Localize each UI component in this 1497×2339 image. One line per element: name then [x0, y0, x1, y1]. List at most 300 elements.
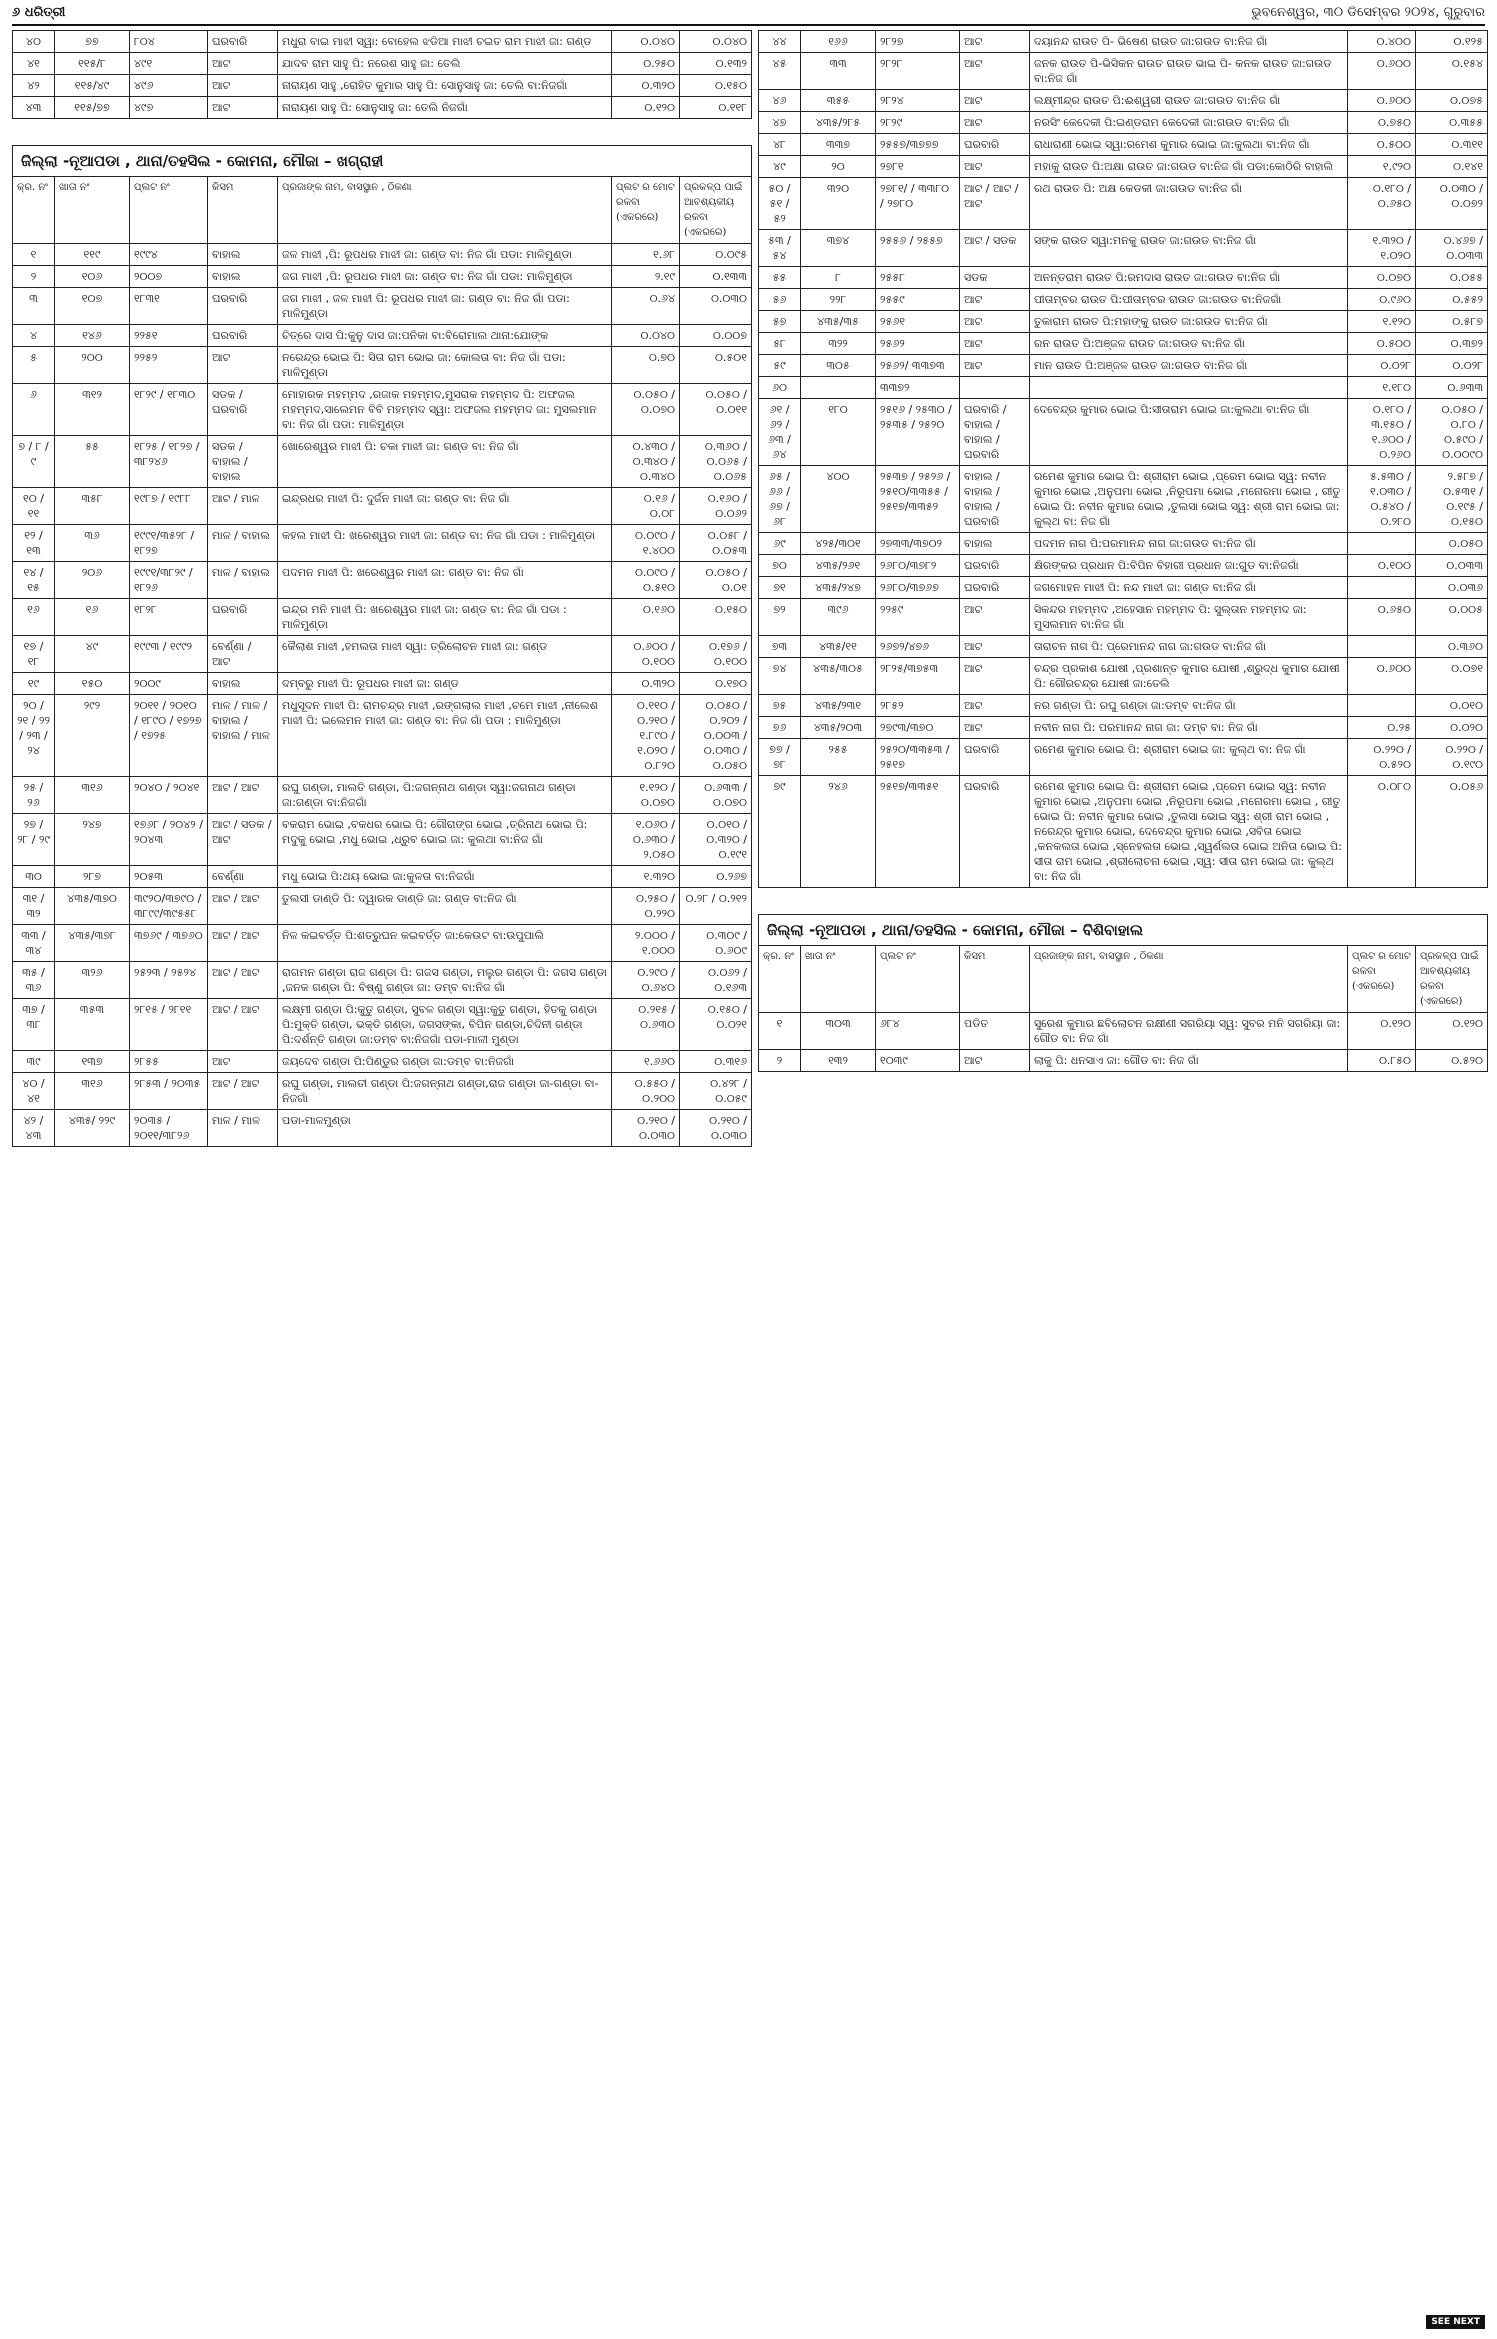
table-row [759, 695, 1488, 717]
table-cell: ୦.୫୨୦ [1416, 1050, 1488, 1072]
table-cell: ଆଟ / ଆଟ [208, 999, 278, 1051]
table-cell: ମଧୁ ଭୋଇ ପି:ଥୟ ଭୋଇ ଜା:କୁଳତା ବା:ନିଜଗାଁ [278, 866, 612, 888]
table-cell: ଆଟ [960, 53, 1030, 90]
table-cell: ମାଳ / ବାହାଲ [208, 562, 278, 599]
table-row [13, 999, 752, 1051]
table-cell: ୨୦୦ [55, 347, 130, 384]
table-cell: ୨୦୩୫ / ୨୦୧୧/୩୮୨୬ [130, 1110, 208, 1147]
table-cell: ୩୭୬୯ / ୩୭୬୦ [130, 925, 208, 962]
table-cell: ୩୯୬ [801, 599, 876, 636]
table-cell: ୧ [759, 1013, 801, 1050]
table-cell: ମଧୁସୂଦନ ମାଝୀ ପି: ରାମଚନ୍ଦ୍ର ମାଝୀ ,ରଙ୍ଗଲାଲ ମାଝୀ ,ଚମେ ମାଝୀ ,ନୀଲେଶ ମାଝୀ ପି: ଇଲେମନ ମାଝୀ ଜା: ଗଣ୍ଡ ବା: ନିଜ ଗାଁ ପଡା : ମାଳିମୁଣ୍ଡା [278, 695, 612, 777]
table-cell: ରମେଶ କୁମାର ଭୋଇ ପି: ଶ୍ରୀରାମ ଭୋଇ ଜା: କୁଲ୍ଥ ବା: ନିଜ ଗାଁ [1030, 739, 1348, 776]
table-cell: ୪୩୫/୩୦୫ [801, 658, 876, 695]
table-cell: ରମେଶ କୁମାର ଭୋଇ ପି: ଶ୍ରୀରାମ ଭୋଇ ,ପ୍ରେମ ଭୋଇ ସ୍ୱ: ନବୀନ କୁମାର ଭୋଇ ,ଅନୁପମା ଭୋଇ ,ନିରୂପମା ଭୋଇ ,ମନୋରମା ଭୋଇ , ରୀତୁ ଭୋଇ ପି: ନବୀନ କୁମାର ଭୋଇ ,ତୁଲସା ଭୋଇ ସ୍ୱ: ଶ୍ରୀ ରାମ ଭୋଇ , ନରେନ୍ଦ୍ର କୁମାର ଭୋଇ, ଦେବେନ୍ଦ୍ର କୁମାର ଭୋଇ ,ସବିତା ଭୋଇ ,କନକଲତା ଭୋଇ ,ସ୍ନେହଲତା ଭୋଇ ,ସ୍ୱର୍ଣଲତା ଭୋଇ ଅନିତା ଭୋଇ ପି: ସୀତା ରାମ ଭୋଇ ,ଶ୍ରୀଲୋଚନା ଭୋଇ ,ସ୍ୱ: ସୀତା ରାମ ଭୋଇ ଜା: କୁଲ୍ଥ ବା: ନିଜ ଗାଁ [1030, 776, 1348, 888]
table-cell: ୦.୨୨୦ / ୦.୫୨୦ [1348, 739, 1416, 776]
table-row [13, 244, 752, 266]
table-cell: ୨୪୭ [55, 814, 130, 866]
table-right [758, 30, 1488, 888]
table-cell: ପୀତାମ୍ବର ରାଉତ ପି:ପୀତାମ୍ବର ରାଉତ ଜା:ଗଉଡ ବା:ନିଜଗାଁ [1030, 289, 1348, 311]
table-row [13, 673, 752, 695]
table-row [759, 178, 1488, 230]
table-cell: ରମେଶ କୁମାର ଭୋଇ ପି: ଶ୍ରୀରାମ ଭୋଇ ,ପ୍ରେମ ଭୋଇ ସ୍ୱ: ନବୀନ କୁମାର ଭୋଇ ,ଅନୁପମା ଭୋଇ ,ନିରୂପମା ଭୋଇ ,ମନୋରମା ଭୋଇ , ରୀତୁ ଭୋଇ ପି: ନବୀନ କୁମାର ଭୋଇ ,ତୁଲସା ଭୋଇ ସ୍ୱ: ଶ୍ରୀ ରାମ ଭୋଇ ଜା: କୁଲ୍ଥ ବା: ନିଜ ଗାଁ [1030, 466, 1348, 533]
table-cell: ମୋହାରକ ମହମ୍ମଦ ,ରଜାକ ମହମ୍ମଦ,ମୁସରାକ ମହମ୍ମଦ ପି: ଅଫଜଲ ମହମ୍ମଦ,ସାଲେମନ ବିବି ମହମ୍ମଦ ସ୍ୱା: ଅଫଜଲ ମହମ୍ମଦ ଜା: ମୁସଲମାନ ବା: ନିଜ ଗାଁ ପଡା: ମାଳିମୁଣ୍ଡା [278, 384, 612, 436]
table-cell: ୦.୦୪୦ [612, 31, 680, 53]
table-cell: ୦.୦୩୦ / ୦.୦୭୨ [1416, 178, 1488, 230]
section-title: ଜିଲ୍ଲା -ନୂଆପଡା , ଥାନା/ତହସିଲ - କୋମନା, ମୌଜା – ବିଶିବାହାଲ [758, 914, 1488, 945]
table-cell: ୪୩ [13, 97, 55, 119]
table-cell: ୨.୦୦୦ / ୧.୦୦୦ [612, 925, 680, 962]
table-cell: ୦.୨୮ / ୦.୨୧୨ [680, 888, 752, 925]
table-cell: ୪୩୫/୩୫ [801, 311, 876, 333]
table-cell: ୧.୯୨୦ [1348, 156, 1416, 178]
table-cell: ୨୮୧୫ / ୨୮୧୧ [130, 999, 208, 1051]
table-cell: ୦.୩୨୦ [612, 75, 680, 97]
header-rule [12, 24, 1485, 26]
table-cell: ୭୨ [759, 599, 801, 636]
table-cell: ୨୫୫୮ [876, 267, 960, 289]
table-cell: ୨୨୫୧ [130, 325, 208, 347]
column-header: ପ୍ଲଟ ର ମୋଟ ରକବା (ଏକରରେ) [612, 177, 680, 244]
table-cell: ୦.୭୫୦ [1348, 112, 1416, 134]
table-cell: ରଘୁ ଗଣ୍ଡା, ମାଲତି ଗଣ୍ଡା, ପି:ଜଗନ୍ନାଥ ଗଣ୍ଡା ସ୍ୱା:ଜଗନାଥ ଗଣ୍ଡା ଜା:ଗଣ୍ଡା ବା:ନିଜଗାଁ [278, 777, 612, 814]
table-cell: ୫୮ [759, 333, 801, 355]
table-cell: ୩୫୫ [801, 90, 876, 112]
table-cell: ୪୩୫/୧୧ [801, 636, 876, 658]
table-cell: ୦.୦୩୩ [1416, 555, 1488, 577]
table-cell: ୦.୦୨୮ [1416, 355, 1488, 377]
table-cell: ୫୦ / ୫୧ / ୫୨ [759, 178, 801, 230]
table-cell: ଦେବେନ୍ଦ୍ର କୁମାର ଭୋଇ ପି:ସୀତାରାମ ଭୋଇ ଜା:କୁଲଥା ବା:ନିଜ ଗାଁ [1030, 399, 1348, 466]
table-cell: ନିଳ କଇବର୍ତ୍ତ ପି:ଶତ୍ରୁଘନ କଇବର୍ତ୍ତ ଜା:କେଉଟ ବା:ଉପୁପାଲି [278, 925, 612, 962]
table-cell: ୦.୧୨୦ [612, 97, 680, 119]
table-row [759, 156, 1488, 178]
table-row [13, 525, 752, 562]
table-cell: ୦.୦୫୦ / ୦.୮୦ / ୦.୫୯୦ / ୦.୦୦୯୦ [1416, 399, 1488, 466]
table-cell: ଦୟାନନ୍ଦ ରାଉତ ପି- ଭିଷେଣ ରାଉତ ଜା:ଗଉଡ ବା:ନିଜ ଗାଁ [1030, 31, 1348, 53]
table-cell: ୫.୫୩୦ / ୧.୦୩୦ / ୦.୫୪୦ / ୦.୨୮୦ [1348, 466, 1416, 533]
table-cell: ୦.୬୩୩ / ୦.୦୭୦ [680, 777, 752, 814]
table-cell: ୨୦୬ [55, 562, 130, 599]
table-cell: ୦.୧୫୦ / ୦.୦୨୧ [680, 999, 752, 1051]
table-row [13, 1110, 752, 1147]
table-cell: ୨୦୦୭ [130, 266, 208, 288]
table-cell: ୦.୧୬୦ / ୦.୦୬୨ [680, 488, 752, 525]
table-cell: ୪୩୫/୩୭୦ [55, 888, 130, 925]
table-cell: ୧.୧୮୦ [1348, 377, 1416, 399]
table-cell: ଚିତ୍ରେ ଦାସ ପି:କୁନୁ ଦାସ ଜା:ପନିକା ବା:ବିରୋମାଲ ଥାନା:ଯୋଙ୍କ [278, 325, 612, 347]
table-row [759, 134, 1488, 156]
table-cell: ୦.୩୧୬ [680, 1051, 752, 1073]
table-cell: ଖୋରେଶ୍ୱର ମାଝୀ ପି: ଚକା ମାଝୀ ଜା: ଗଣ୍ଡ ବା: ନିଜ ଗାଁ [278, 436, 612, 488]
table-row [759, 776, 1488, 888]
table-cell: ୦.୦୫୦ / ୦.୦୧ [680, 562, 752, 599]
table-cell: ବେର୍ଣ୍ଣା / ଆଟ [208, 636, 278, 673]
table-cell: ନବୀନ ନାଗ ପି: ପରମାନନ୍ଦ ନାଗ ଜା: ଡମ୍ବ ବା: ନିଜ ଗାଁ [1030, 717, 1348, 739]
table-cell: ୨୫୬୨ [876, 333, 960, 355]
table-cell: ୦.୫୫୦ / ୦.୨୦୦ [612, 1073, 680, 1110]
table-cell: ୩୨୦ [801, 178, 876, 230]
table-cell: ୦.୪୨୮ / ୦.୦୫୯ [680, 1073, 752, 1110]
table-cell: ୭୭ [55, 31, 130, 53]
table-cell: ୪୯୭ [130, 97, 208, 119]
table-cell: ୪୯ [55, 636, 130, 673]
table-row [759, 355, 1488, 377]
table-cell: ୬୯ [759, 533, 801, 555]
table-cell: ଆଟ [208, 347, 278, 384]
table-cell: ୪୦୦ [801, 466, 876, 533]
table-cell: ୦.୦୫୫ [1416, 267, 1488, 289]
table-cell: ୧୯୯୪ [130, 244, 208, 266]
table-row [13, 97, 752, 119]
table-cell: ଆଟ [208, 75, 278, 97]
table-cell: ଜୟଦେବ ଗଣ୍ଡା ପି:ପିଣ୍ଡୁର ଗଣ୍ଡା ଜା:ଡମ୍ବ ବା:ନିଜଗାଁ [278, 1051, 612, 1073]
table-cell: ୬୦ [759, 377, 801, 399]
table-cell: ୦.୬୦୦ / ୦.୧୦୦ [612, 636, 680, 673]
table-cell: ୮ [801, 267, 876, 289]
table-cell: ୩୨୨ [801, 333, 876, 355]
table-cell: ୨୨୮ [801, 289, 876, 311]
table-cell: ୧.୬୬୦ [612, 1051, 680, 1073]
table-cell: ୬୮୪ [876, 1013, 960, 1050]
table-cell: ତାରାଚନ ନାଗ ପି: ପ୍ରେମାନନ୍ଦ ନାଗ ଜା:ଗଉଡ ବା:ନିଜ ଗାଁ [1030, 636, 1348, 658]
table-cell: ଜନକ ରାଉତ ପି-ଭିସିକନ ରାଉତ ରାଉତ ଭାଇ ପି- କନକ ରାଉତ ଜା:ଗଉଡ ବା:ନିଜ ଗାଁ [1030, 53, 1348, 90]
table-row [13, 777, 752, 814]
column-header: କିସମ [960, 946, 1030, 1013]
table-cell: ଆଟ / ଆଟ [208, 888, 278, 925]
table-row [759, 311, 1488, 333]
table-cell: ୨୬୮୦/୩୭୮୨ [876, 555, 960, 577]
table-cell: ୨୫୩୭ / ୨୫୨୬ / ୨୫୧୦/୩୩୫୫ / ୨୫୧୭/୩୩୫୨ [876, 466, 960, 533]
table-cell: ୩୯ [13, 1051, 55, 1073]
column-header: ପ୍ଲଟ ନଂ [130, 177, 208, 244]
table-cell: ୦.୦୨୮ [1348, 355, 1416, 377]
table-cell: ୧୬ [55, 599, 130, 636]
table-cell: ୭୬ [759, 717, 801, 739]
table-cell: ୧୧୫/୮ [55, 53, 130, 75]
table-cell: ୫୯ [759, 355, 801, 377]
table-row [759, 1050, 1488, 1072]
table-cell: ୨୮୭ [55, 866, 130, 888]
table-cell: ୦.୧୫୦ [680, 599, 752, 636]
table-cell: ୦.୦୯୦ / ୧.୪୦୦ [612, 525, 680, 562]
table-cell: ୦.୨୧୦ / ୦.୦୩୦ [612, 1110, 680, 1147]
table-cell: ୩୩ / ୩୪ [13, 925, 55, 962]
table-cell: ୪୯୬ [130, 75, 208, 97]
table-cell: ଆଟ [960, 311, 1030, 333]
table-cell: ୨୮୫୫ [130, 1051, 208, 1073]
table-cell: ୭୪ [759, 658, 801, 695]
table-cell: ନରେନ୍ଦ୍ର ଭୋଇ ପି: ସିତା ରାମ ଭୋଇ ଜା: କୋଲତା ବା: ନିଜ ଗାଁ ପଡା: ମାଳିମୁଣ୍ଡା [278, 347, 612, 384]
table-cell: ୨୫୫ [801, 739, 876, 776]
table-cell: ମଧୁରା ବାଇ ମାଝୀ ସ୍ୱା: ବୋହେଲ ଝଡିଆ ମାଝୀ ଚଇତ ରାମ ମାଝୀ ଜା: ଗଣ୍ଡ [278, 31, 612, 53]
table-cell: ୨୨୫୯ [876, 599, 960, 636]
table-cell: ୦.୧୬୦ [612, 599, 680, 636]
table-cell: ଘରବାରି [208, 288, 278, 325]
table-cell: ୦.୦୫୬ [1416, 776, 1488, 888]
table-cell: ୧୯୯୧/୩୫୨୮ / ୧୮୨୭ [130, 525, 208, 562]
table-cell: ୪୨ [13, 75, 55, 97]
table-cell: ୪୬ [759, 90, 801, 112]
table-cell: ୩୦୫ [801, 355, 876, 377]
table-cell: ୪୮ [759, 134, 801, 156]
table-cell: ୨୫୧୬ / ୨୫୩୦ / ୨୫୩୫ / ୨୫୨୦ [876, 399, 960, 466]
table-cell: ୦.୦୨୦ [1416, 717, 1488, 739]
table-cell: ଜଗ ମାଝୀ , ଜଳ ମାଝୀ ପି: ରୂପଧର ମାଝୀ ଜା: ଗଣ୍ଡ ବା: ନିଜ ଗାଁ ପଡା: ମାଳିମୁଣ୍ଡା [278, 288, 612, 325]
table-cell [1348, 636, 1416, 658]
table-cell: ୩୫୩ [55, 999, 130, 1051]
table-row [13, 288, 752, 325]
table-cell: ୦.୦୧୦ [1416, 695, 1488, 717]
table-row [13, 962, 752, 999]
table-cell: ୪୪ [759, 31, 801, 53]
table-cell: ୨୬୭୨/୪୭୬ [876, 636, 960, 658]
table-cell: ଘରବାରି / ବାହାଲ / ବାହାଲ / ଘରବାରି [960, 399, 1030, 466]
table-row [759, 53, 1488, 90]
table-cell: ୨୭୮୧/ / ୩୩୮୦ / ୨୭୮୦ [876, 178, 960, 230]
table-cell: ୨୮୫୨ [876, 695, 960, 717]
table-cell: ୦.୨୫୦ / ୦.୨୨୦ [612, 888, 680, 925]
table-cell: ୨୪୬ [801, 776, 876, 888]
column-header: ପ୍ରଜାଙ୍କ ନାମ, ବାସସ୍ଥାନ , ଠିକଣା [278, 177, 612, 244]
table-cell: ରନ ରାଉତ ପି:ଅଞ୍ଜଳ ରାଉତ ଜା:ଗଉଡ ବା:ନିଜ ଗାଁ [1030, 333, 1348, 355]
table-row [13, 1051, 752, 1073]
table-cell: ସଙ୍କ ରାଉତ ସ୍ୱା:ମନକୁ ରାଉତ ଜା:ଗଉଡ ବା:ନିଜ ଗାଁ [1030, 230, 1348, 267]
table-cell: ୧.୩୨୦ [612, 866, 680, 888]
table-cell: ୦.୧୬ / ୦.୦୮ [612, 488, 680, 525]
table-cell: ୪୯ [759, 156, 801, 178]
table-cell: ୦.୩୬୦ [1416, 636, 1488, 658]
table-cell: ଯାଦବ ରାମ ସାହୁ ପି: ନରେଶ ସାହୁ ଜା: ତେଲି [278, 53, 612, 75]
table-cell: ଆଟ [960, 31, 1030, 53]
table-cell: ୩୩୭ [801, 134, 876, 156]
table-cell: ୨୮୫୩ / ୨୦୩୫ [130, 1073, 208, 1110]
table-row [759, 739, 1488, 776]
column-header: ପ୍ଲଟ ନଂ [876, 946, 960, 1013]
table-cell: ୨୮୨୯ [876, 112, 960, 134]
table-cell: ୧୦୩୯ [876, 1050, 960, 1072]
table-cell: ୧୫୦ [55, 673, 130, 695]
table-cell: ୨୫୫୭/୩୭୭୭ [876, 134, 960, 156]
table-cell: ୦.୧୨୦ [1416, 1013, 1488, 1050]
table-cell: ୦.୫୦୦ [1348, 333, 1416, 355]
table-cell: ଜଗମୋହନ ମାଝୀ ପି: ନନ୍ଦ ମାଝୀ ଜା: ଗଣ୍ଡ ବା:ନିଜ ଗାଁ [1030, 577, 1348, 599]
see-next-badge: SEE NEXT [1426, 2315, 1485, 2329]
table-cell: ଆଟ / ସଡକ [960, 230, 1030, 267]
table-cell: ବାହାଲ / ବାହାଲ / ବାହାଲ / ଘରବାରି [960, 466, 1030, 533]
table-row [13, 31, 752, 53]
section-title: ଜିଲ୍ଲା -ନୂଆପଡା , ଥାନା/ତହସିଲ - କୋମନା, ମୌଜା – ଖଗ୍ରାହୀ [12, 145, 752, 176]
table-cell: ୨୫ / ୨୬ [13, 777, 55, 814]
table-cell: ୭୫ [759, 695, 801, 717]
table-cell: ଆଟ / ଆଟ [208, 777, 278, 814]
table-cell: ବାହାଲ [960, 533, 1030, 555]
column-header: ପ୍ରକଳ୍ପ ପାଇଁ ଆବଶ୍ୟକୀୟ ରକବା (ଏକରରେ) [1416, 946, 1488, 1013]
table-row [759, 112, 1488, 134]
table-cell: ୧୪୬ [55, 325, 130, 347]
table-cell: କହଲ ମାଝୀ ପି: ଖରେଶ୍ୱର ମାଝୀ ଜା: ଗଣ୍ଡ ବା: ନିଜ ଗାଁ ପଡା : ମାଳିମୁଣ୍ଡା [278, 525, 612, 562]
table-cell: ୨୮୨୮ [876, 53, 960, 90]
table-row [13, 53, 752, 75]
table-row [759, 555, 1488, 577]
table-cell: ଇନ୍ଦ୍ର ମନି ମାଝୀ ପି: ଖରେଶ୍ୱର ମାଝୀ ଜା: ଗଣ୍ଡ ବା: ନିଜ ଗାଁ ପଡା : ମାଳିମୁଣ୍ଡା [278, 599, 612, 636]
table-cell: ୧୦୭ [55, 288, 130, 325]
table-row [759, 636, 1488, 658]
table-cell: ୦.୪୩୦ / ୦.୩୪୦ / ୦.୩୪୦ [612, 436, 680, 488]
table-cell: ୩୧୬ [55, 777, 130, 814]
table-cell: ୨୦୦୯ [130, 673, 208, 695]
table-cell: ୦.୩୨୦ [612, 673, 680, 695]
table-cell: ତୁକାରାମ ରାଉତ ପି:ମହାଙ୍କୁ ରାଉତ ଜା:ଗଉଡ ବା:ନିଜ ଗାଁ [1030, 311, 1348, 333]
table-cell: ୦.୪୦୦ [1348, 31, 1416, 53]
table-cell: ୧୭୬୮ / ୨୦୪୨ / ୨୦୪୩ [130, 814, 208, 866]
table-cell: ୩୯୨୦/୩୭୯୦ / ୩୮୯୯/୩୯୫୫୮ [130, 888, 208, 925]
column-header: ଖାତା ନଂ [55, 177, 130, 244]
table-row [759, 289, 1488, 311]
table-row [759, 399, 1488, 466]
table-cell: ୧୮୨୫ / ୧୮୨୭ / ୩୮୨୪୬ [130, 436, 208, 488]
table-cell: ଇନ୍ଦ୍ରଧର ମାଝୀ ପି: ଦୁର୍ଜନ ମାଝୀ ଜା: ଗଣ୍ଡ ବା: ନିଜ ଗାଁ [278, 488, 612, 525]
table-cell: ୩୧୬ [55, 1073, 130, 1110]
table-cell: ୫୩ / ୫୪ [759, 230, 801, 267]
table-cell: ୦.୯୬୦ [1348, 289, 1416, 311]
table-cell: ୦.୬୦୦ [1348, 90, 1416, 112]
table-cell: ୧୮୨୯ / ୧୮୩୦ [130, 384, 208, 436]
table-cell: ମାଳ / ମାଳ [208, 1110, 278, 1147]
table-cell: ଆଟ [208, 97, 278, 119]
table-cell: ୦.୧୩୩ [680, 266, 752, 288]
table-cell: ଆଟ [208, 1051, 278, 1073]
table-cell: ୨ [13, 266, 55, 288]
table-cell: ୧୧୫/୭୭ [55, 97, 130, 119]
table-cell: ଆଟ [960, 717, 1030, 739]
table-cell: ମାଳ / ମାଳ / ବାହାଲ / ବାହାଲ / ମାଳ [208, 695, 278, 777]
table-cell: ୦.୦୩୬ [1416, 577, 1488, 599]
table-cell: ୦.୧୪୧ [1416, 156, 1488, 178]
table-cell: ୮୦୪ [130, 31, 208, 53]
table-cell: ୨୫୨୦/୩୩୫୩ / ୨୫୧୭ [876, 739, 960, 776]
table-cell: ୩୨୬ [55, 962, 130, 999]
table-cell: ୪୭ [759, 112, 801, 134]
table-cell: ୦.୬୩୩ [1416, 377, 1488, 399]
table-cell: ଆଟ / ଆଟ [208, 962, 278, 999]
table-cell: ୫୫ [55, 436, 130, 488]
table-row [759, 466, 1488, 533]
table-cell: ୩୭ / ୩୮ [13, 999, 55, 1051]
column-header: ପ୍ରକଳ୍ପ ପାଇଁ ଆବଶ୍ୟକୀୟ ରକବା (ଏକରରେ) [680, 177, 752, 244]
table-row [13, 325, 752, 347]
table-cell: ୧୮୨୮ [130, 599, 208, 636]
table-cell: ବାହାଲ [208, 673, 278, 695]
table-cell: ୨.୫୮୭ / ୦.୫୩୧ / ୦.୧୯୫ / ୦.୧୫୦ [1416, 466, 1488, 533]
table-cell: ୨୮୨୭ [876, 31, 960, 53]
table-cell: ୦.୬୦୦ [1348, 658, 1416, 695]
table-cell: ୦.୫୮୭ [1416, 311, 1488, 333]
table-cell: ୨୦୫୩ [130, 866, 208, 888]
table-cell: ୦.୬୪ [612, 288, 680, 325]
table-cell: ୪୧ [13, 53, 55, 75]
column-header: କିସମ [208, 177, 278, 244]
table-cell: ୨୬୮୦/୩୭୬୭ [876, 577, 960, 599]
table-cell: ୧୩୨ [801, 1050, 876, 1072]
page-number: ୬ ଧରିତ୍ରୀ [12, 4, 66, 20]
table-cell: ୦.୦୦୫ [1416, 599, 1488, 636]
table-cell: ୦.୧୮୦ / ୦.୬୫୦ [1348, 178, 1416, 230]
table-cell: ୭୦ [759, 555, 801, 577]
table-cell: ୭୩ [759, 636, 801, 658]
table-cell: ୦.୦୧୦ / ୦.୩୨୦ / ୦.୧୯୧ [680, 814, 752, 866]
table-cell: ୦.୩୧୧ [1416, 134, 1488, 156]
table-cell [1348, 577, 1416, 599]
table-cell: ୨୫୫୬ / ୨୫୫୭ [876, 230, 960, 267]
table-cell: ୦.୦୫୦ / ୦.୦୭୦ [612, 384, 680, 436]
table-cell: ୧୦ / ୧୧ [13, 488, 55, 525]
table-row [13, 814, 752, 866]
table-cell: ୪୫ [759, 53, 801, 90]
table-cell: ୦.୧୨୫ [1416, 31, 1488, 53]
table-row [13, 695, 752, 777]
table-cell: ୧୩୭ [55, 1051, 130, 1073]
table-cell: ଘରବାରି [960, 739, 1030, 776]
table-cell: ନରସିଂ କେଦେକୀ ପି:ଇଣ୍ଡରାମ କେଦେକୀ ଜା:ଗଉଡ ବା:ନିଜ ଗାଁ [1030, 112, 1348, 134]
table-cell: ୧୯୮୭ / ୧୯୮୮ [130, 488, 208, 525]
table-cell: ୧୯୯୩ / ୧୯୯୨ [130, 636, 208, 673]
table-cell: ୨୦୧୧ / ୨୦୧୦ / ୧୮୯୦ / ୧୭୨୭ / ୧୭୨୫ [130, 695, 208, 777]
table-cell: ୦.୨୬୭ [680, 866, 752, 888]
table-cell: ୧.୩୨୦ / ୧.୦୨୦ [1348, 230, 1416, 267]
table-row [759, 90, 1488, 112]
table-cell: ୦.୮୫୦ [1348, 1050, 1416, 1072]
table-cell: ୨୫୬୧ [876, 311, 960, 333]
table-cell: ନାରାୟଣ ସାହୁ ,ରୋହିତ କୁମାର ସାହୁ ପି: ସୋନୁସାହୁ ଜା: ତେଲି ବା:ନିଜଗାଁ [278, 75, 612, 97]
table-cell: ୧୯୯୧/୩୮୨୯ / ୧୮୨୬ [130, 562, 208, 599]
table-cell: ୦.୦୩୦ [680, 288, 752, 325]
table-cell: ୩୫ / ୩୬ [13, 962, 55, 999]
page-header [0, 0, 1497, 24]
table-cell: ଚନ୍ଦ୍ର ପ୍ରକାଶ ଯୋଷୀ ,ପ୍ରଶାନ୍ତ କୁମାର ଯୋଷୀ ,ଶ୍ରୁଦ୍ଧ କୁମାର ଯୋଷୀ ପି: ଗୌରଚନ୍ଦ୍ର ଯୋଷୀ ଜା:ତେଲି [1030, 658, 1348, 695]
table-cell: ପଦମନ ମାଝୀ ପି: ଖରେଶ୍ୱର ମାଝୀ ଜା: ଗଣ୍ଡ ବା: ନିଜ ଗାଁ [278, 562, 612, 599]
table-cell: ବକରାମ ଭୋଇ ,ବକଧର ଭୋଇ ପି: ଗୌରାଙ୍ଗ ଭୋଇ ,ତ୍ରିନାଥ ଭୋଇ ପି: ମଦୁକୁ ଭୋଇ ,ମଧୁ ଭୋଇ ,ଧ୍ରୁବ ଭୋଇ ଜା: କୁଲଥା ବା:ନିଜ ଗାଁ [278, 814, 612, 866]
table-cell: ସୁରେଶ କୁମାର ଛବିଲୋଚନ ରକ୍ଷୀଣୀ ସଗରିୟା ସ୍ୱ: ସୁବର ମନି ସଗରିୟା ଜା: ଗୌଡ ବା: ନିଜ ଗାଁ [1030, 1013, 1348, 1050]
table-cell: ୦.୬୫୦ [1348, 599, 1416, 636]
table-row [759, 230, 1488, 267]
table-cell: ଲାକୁ ପି: ଧନସାଏ ଜା: ଗୌଡ ବା: ନିଜ ଗାଁ [1030, 1050, 1348, 1072]
table-cell: ୦.୦୭୧ [1416, 658, 1488, 695]
table-cell: ୧୬୬ [801, 31, 876, 53]
table-cell: ୧୧୫/୪୯ [55, 75, 130, 97]
table-cell: ୪୦ / ୪୧ [13, 1073, 55, 1110]
table-cell: ସଡକ / ବାହାଲ / ବାହାଲ [208, 436, 278, 488]
table-cell: ଜଗ ମାଝୀ ,ପି: ରୂପଧର ମାଝୀ ଜା: ଗଣ୍ଡ ବା: ନିଜ ଗାଁ ପଡା: ମାଳିମୁଣ୍ଡା [278, 266, 612, 288]
table-cell: ବେର୍ଣ୍ଣା [208, 866, 278, 888]
table-cell: ୦.୧୧୮ [680, 97, 752, 119]
table-cell [1348, 695, 1416, 717]
table-cell: ୧୧୯ [55, 244, 130, 266]
table-cell: ୧୦୬ [55, 266, 130, 288]
table-row [13, 925, 752, 962]
table-cell: ୨ [759, 1050, 801, 1072]
table-cell: ୧୪ / ୧୫ [13, 562, 55, 599]
table-cell: କ୍ଷିରଙ୍କର ପ୍ରଧାନ ପି:ବିପିନ ବିହାରୀ ପ୍ରଧାନ ଜା:ଗୁଡ ବା:ନିଜଗାଁ [1030, 555, 1348, 577]
table-cell: ୦.୨୫ [1348, 717, 1416, 739]
table-row [13, 599, 752, 636]
table-cell: ପଡିତ [960, 1013, 1030, 1050]
table-cell: ୪୨ / ୪୩ [13, 1110, 55, 1147]
table-cell: ଆଟ [960, 695, 1030, 717]
column-header: ପ୍ଲଟ ର ମୋଟ ରକବା (ଏକରରେ) [1348, 946, 1416, 1013]
table-cell: ୨୭୮୧ [876, 156, 960, 178]
table-cell: ୦.୧୩୨ [680, 53, 752, 75]
